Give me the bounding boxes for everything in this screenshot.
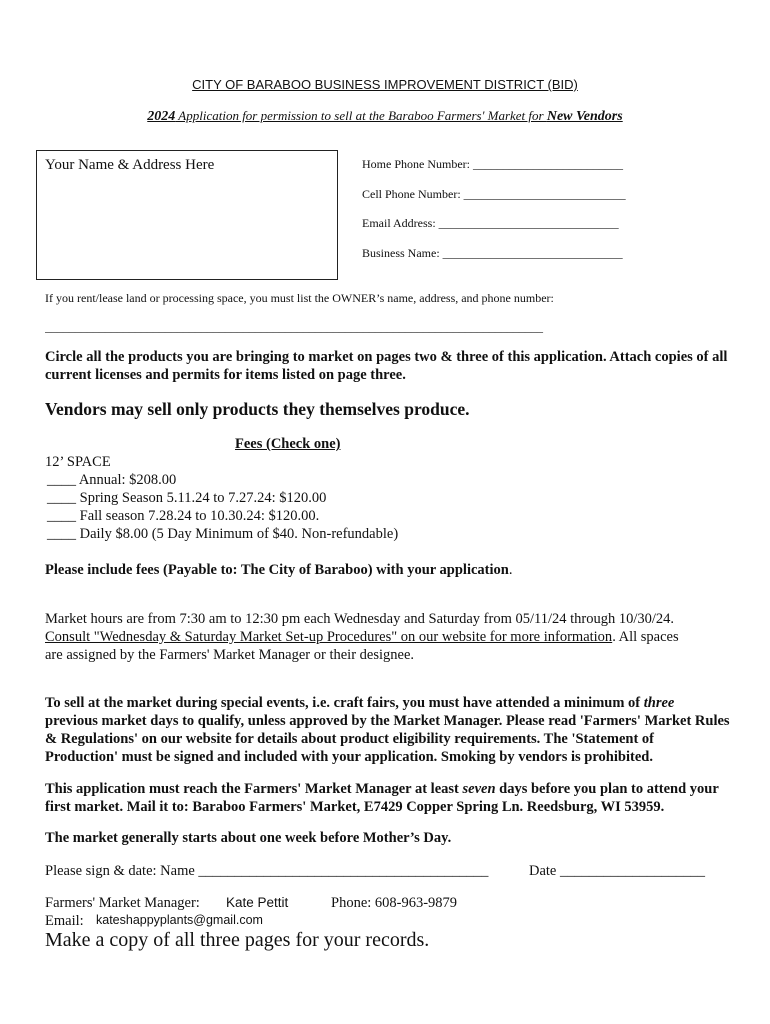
manager-email[interactable]: kateshappyplants@gmail.com [96, 913, 263, 927]
owner-info-line[interactable]: ___________________________________________________________________________________ [45, 320, 543, 334]
payable-note [45, 561, 512, 579]
email-address-field[interactable]: Email Address: ______________________________ [362, 216, 619, 230]
special-part1: To sell at the market during special events, i.e. craft fairs, you must have attended a minimum of [45, 695, 644, 711]
vendors-produce-heading: Vendors may sell only products they themselves produce. [45, 399, 470, 419]
owner-instruction: If you rent/lease land or processing space, you must list the OWNER’s name, address, and phone number: [45, 291, 554, 305]
manager-name: Kate Pettit [226, 895, 289, 910]
signature-date-field[interactable]: Date ____________________ [529, 863, 705, 879]
signature-name-field[interactable]: Please sign & date: Name ________________________________________ [45, 863, 489, 879]
document-subtitle [0, 108, 770, 125]
manager-email-label: Email: [45, 913, 84, 929]
manager-phone: Phone: 608-963-9879 [331, 895, 458, 911]
payable-text: Please include fees (Payable to: The City of Baraboo) with your application [45, 562, 509, 578]
space-size: 12’ SPACE [45, 454, 111, 470]
home-phone-field[interactable]: Home Phone Number: _________________________ [362, 157, 623, 171]
all-spaces-text: . All spaces [612, 629, 679, 645]
setup-procedures-line [45, 628, 679, 646]
special-part2: previous market days to qualify, unless approved by the Market Manager. Please read 'Farmers' Market Rules & Regulations' on our website for details about product eligibility requirements. The 'Statement of Production' must be signed and included with your application. Smoking by vendors is prohibited. [45, 713, 730, 765]
deadline-seven: seven [462, 781, 496, 797]
subtitle-text: Application for permission to sell at the Baraboo Farmers' Market for [175, 108, 547, 123]
payable-end: . [508, 562, 513, 578]
new-vendors-label: New Vendors [546, 109, 623, 124]
market-hours-line: Market hours are from 7:30 am to 12:30 pm each Wednesday and Saturday from 05/11/24 through 10/30/24. [45, 611, 675, 627]
name-address-label: Your Name & Address Here [45, 157, 215, 173]
business-name-field[interactable]: Business Name: ______________________________ [362, 246, 623, 260]
fee-option-annual[interactable]: ____ Annual: $208.00 [47, 472, 177, 488]
spaces-assigned-line: are assigned by the Farmers' Market Manager or their designee. [45, 647, 415, 663]
circle-products-notice: Circle all the products you are bringing to market on pages two & three of this application. Attach copies of all current licenses and permits for items listed on page three. [45, 349, 728, 383]
fees-heading: Fees (Check one) [235, 436, 341, 452]
manager-label: Farmers' Market Manager: [45, 895, 200, 911]
deadline-part1: This application must reach the Farmers' Market Manager at least [45, 781, 463, 797]
cell-phone-field[interactable]: Cell Phone Number: ___________________________ [362, 187, 626, 201]
name-address-box[interactable] [36, 150, 338, 280]
records-reminder: Make a copy of all three pages for your records. [45, 929, 430, 951]
fee-option-spring[interactable]: ____ Spring Season 5.11.24 to 7.27.24: $120.00 [47, 490, 327, 506]
application-year: 2024 [147, 109, 176, 124]
fee-option-fall[interactable]: ____ Fall season 7.28.24 to 10.30.24: $120.00. [47, 508, 320, 524]
document-title: CITY OF BARABOO BUSINESS IMPROVEMENT DISTRICT (BID) [192, 77, 578, 92]
setup-procedures-link[interactable]: Consult "Wednesday & Saturday Market Set-up Procedures" on our website for more information [45, 629, 613, 645]
deadline-paragraph [45, 780, 735, 816]
deadline-part2: days before you plan to attend your first market. Mail it to: Baraboo Farmers' Market, E7429 Copper Spring Ln. Reedsburg, WI 53959. [45, 781, 719, 815]
fee-option-daily[interactable]: ____ Daily $8.00 (5 Day Minimum of $40. Non-refundable) [47, 526, 399, 542]
special-three: three [643, 695, 675, 711]
special-events-paragraph [45, 694, 730, 766]
market-start-note: The market generally starts about one week before Mother’s Day. [45, 830, 452, 846]
